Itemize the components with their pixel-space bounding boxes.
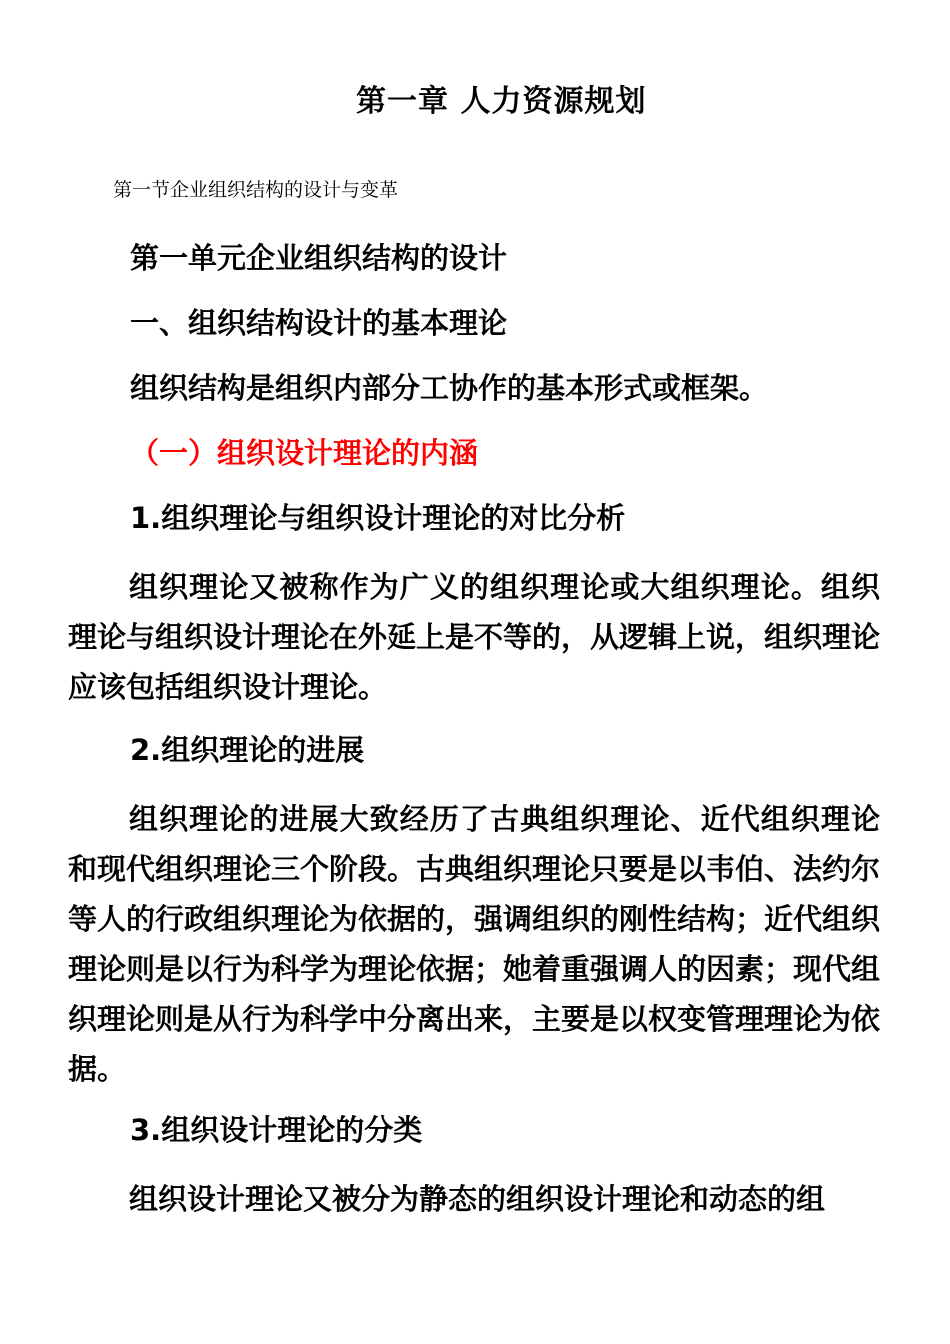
definition-text: 组织结构是组织内部分工协作的基本形式或框架。: [130, 371, 769, 405]
chapter-title: 第一章 人力资源规划: [356, 84, 647, 119]
heading-basic-theory: 一、组织结构设计的基本理论: [130, 306, 508, 340]
item-2-body: 组织理论的进展大致经历了古典组织理论、近代组织理论和现代组织理论三个阶段。古典组织理论只要是以韦伯、法约尔等人的行政组织理论为依据的，强调组织的刚性结构；近代组织理论则是以行为科学为理论依据；她着重强调人的因素；现代组织理论则是从行为科学中分离出来，主要是以权变管理理论为依据。: [68, 802, 881, 1086]
item-2-title: 2.组织理论的进展: [130, 733, 365, 767]
section-title: 第一节企业组织结构的设计与变革: [113, 179, 399, 201]
item-1-body: 组织理论又被称作为广义的组织理论或大组织理论。组织理论与组织设计理论在外延上是不等的，从逻辑上说，组织理论应该包括组织设计理论。: [68, 570, 881, 704]
unit-title: 第一单元企业组织结构的设计: [130, 241, 508, 275]
item-1-title: 1.组织理论与组织设计理论的对比分析: [130, 501, 626, 535]
item-3-title: 3.组织设计理论的分类: [130, 1113, 423, 1147]
item-3-body: 组织设计理论又被分为静态的组织设计理论和动态的组: [129, 1182, 826, 1216]
heading-design-theory-connotation: （一）组织设计理论的内涵: [130, 436, 479, 470]
